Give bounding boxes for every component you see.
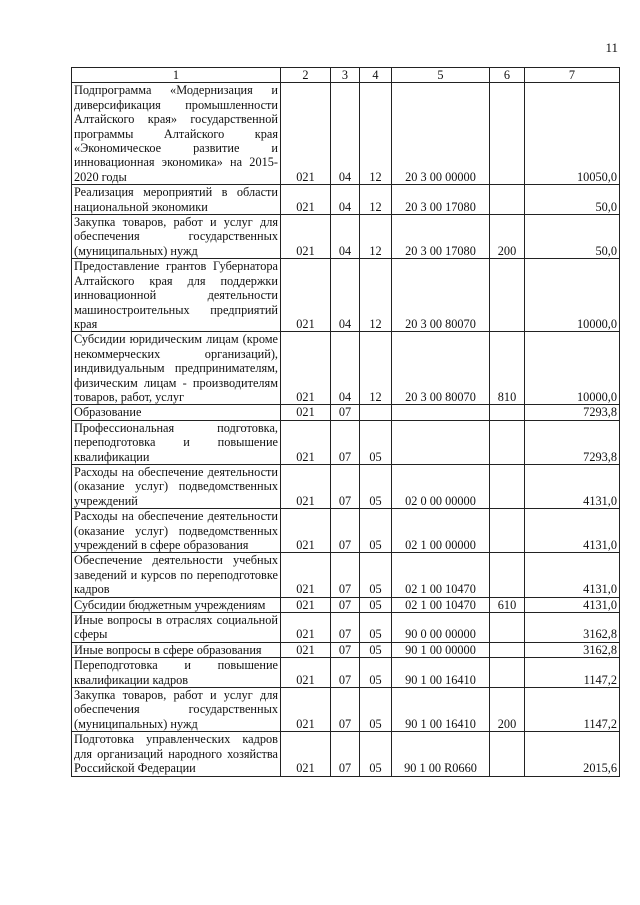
table-row (72, 464, 620, 508)
budget-table (71, 67, 620, 777)
row-col2-cell: 021 (281, 332, 331, 405)
row-col4-cell: 12 (360, 185, 392, 215)
row-col3-cell: 04 (331, 185, 360, 215)
table-row (72, 405, 620, 420)
row-col4-cell: 12 (360, 83, 392, 185)
row-col5-cell: 02 1 00 00000 (392, 509, 490, 553)
row-col2-cell: 021 (281, 732, 331, 776)
row-col6-cell (490, 642, 525, 657)
row-col5-cell: 02 0 00 00000 (392, 464, 490, 508)
row-name-cell: Профессиональная подготовка, переподготовка и повышение квалификации (72, 420, 281, 464)
row-col6-cell (490, 553, 525, 597)
row-name-cell: Закупка товаров, работ и услуг для обеспечения государственных (муниципальных) нужд (72, 215, 281, 259)
column-header-7: 7 (525, 68, 620, 83)
row-name-cell: Закупка товаров, работ и услуг для обеспечения государственных (муниципальных) нужд (72, 688, 281, 732)
row-col7-cell: 4131,0 (525, 464, 620, 508)
row-col3-cell: 04 (331, 83, 360, 185)
row-col5-cell: 02 1 00 10470 (392, 553, 490, 597)
row-col5-cell: 20 3 00 80070 (392, 332, 490, 405)
row-col2-cell: 021 (281, 642, 331, 657)
row-col2-cell: 021 (281, 509, 331, 553)
column-header-6: 6 (490, 68, 525, 83)
row-name-cell: Иные вопросы в сфере образования (72, 642, 281, 657)
row-col4-cell: 05 (360, 642, 392, 657)
row-col3-cell: 07 (331, 732, 360, 776)
table-row (72, 83, 620, 185)
row-col5-cell (392, 405, 490, 420)
row-col7-cell: 4131,0 (525, 509, 620, 553)
row-name-cell: Обеспечение деятельности учебных заведений и курсов по переподготовке кадров (72, 553, 281, 597)
column-header-2: 2 (281, 68, 331, 83)
row-col5-cell: 90 1 00 R0660 (392, 732, 490, 776)
row-col6-cell: 810 (490, 332, 525, 405)
table-row (72, 658, 620, 688)
row-col7-cell: 2015,6 (525, 732, 620, 776)
table-row (72, 259, 620, 332)
row-col7-cell: 7293,8 (525, 405, 620, 420)
table-row (72, 553, 620, 597)
column-header-5: 5 (392, 68, 490, 83)
row-col7-cell: 3162,8 (525, 642, 620, 657)
row-col5-cell: 90 1 00 00000 (392, 642, 490, 657)
row-col4-cell (360, 405, 392, 420)
table-row (72, 732, 620, 776)
row-col3-cell: 07 (331, 553, 360, 597)
row-col3-cell: 04 (331, 259, 360, 332)
row-col2-cell: 021 (281, 215, 331, 259)
row-col6-cell (490, 464, 525, 508)
row-col6-cell (490, 405, 525, 420)
table-row (72, 332, 620, 405)
table-row (72, 420, 620, 464)
row-col2-cell: 021 (281, 405, 331, 420)
row-col6-cell: 200 (490, 688, 525, 732)
row-col5-cell: 90 0 00 00000 (392, 613, 490, 643)
row-col6-cell: 610 (490, 597, 525, 612)
row-col7-cell: 10000,0 (525, 332, 620, 405)
row-col7-cell: 50,0 (525, 185, 620, 215)
row-col4-cell: 05 (360, 553, 392, 597)
row-col3-cell: 07 (331, 613, 360, 643)
column-header-1: 1 (72, 68, 281, 83)
row-col4-cell: 12 (360, 215, 392, 259)
table-row (72, 613, 620, 643)
row-col6-cell (490, 259, 525, 332)
row-col2-cell: 021 (281, 464, 331, 508)
table-row (72, 509, 620, 553)
row-col4-cell: 05 (360, 420, 392, 464)
row-col6-cell (490, 509, 525, 553)
row-col7-cell: 10000,0 (525, 259, 620, 332)
row-col2-cell: 021 (281, 658, 331, 688)
row-name-cell: Реализация мероприятий в области национальной экономики (72, 185, 281, 215)
row-col7-cell: 1147,2 (525, 688, 620, 732)
table-row (72, 642, 620, 657)
row-col4-cell: 05 (360, 597, 392, 612)
row-col3-cell: 07 (331, 597, 360, 612)
row-col2-cell: 021 (281, 613, 331, 643)
row-col3-cell: 07 (331, 464, 360, 508)
row-col3-cell: 07 (331, 658, 360, 688)
row-col2-cell: 021 (281, 597, 331, 612)
row-name-cell: Расходы на обеспечение деятельности (оказание услуг) подведомственных учреждений (72, 464, 281, 508)
row-name-cell: Иные вопросы в отраслях социальной сферы (72, 613, 281, 643)
row-col3-cell: 04 (331, 215, 360, 259)
table-row (72, 185, 620, 215)
row-col5-cell: 90 1 00 16410 (392, 658, 490, 688)
row-col3-cell: 07 (331, 405, 360, 420)
row-col7-cell: 10050,0 (525, 83, 620, 185)
row-col4-cell: 12 (360, 259, 392, 332)
row-col6-cell (490, 420, 525, 464)
row-col4-cell: 05 (360, 464, 392, 508)
row-name-cell: Расходы на обеспечение деятельности (оказание услуг) подведомственных учреждений в сфере образования (72, 509, 281, 553)
row-col5-cell: 20 3 00 17080 (392, 185, 490, 215)
row-name-cell: Переподготовка и повышение квалификации кадров (72, 658, 281, 688)
row-col4-cell: 12 (360, 332, 392, 405)
row-col3-cell: 04 (331, 332, 360, 405)
row-col3-cell: 07 (331, 509, 360, 553)
row-col4-cell: 05 (360, 658, 392, 688)
row-col7-cell: 1147,2 (525, 658, 620, 688)
table-row (72, 597, 620, 612)
row-col2-cell: 021 (281, 553, 331, 597)
row-col6-cell (490, 83, 525, 185)
row-col2-cell: 021 (281, 259, 331, 332)
row-col5-cell (392, 420, 490, 464)
row-name-cell: Образование (72, 405, 281, 420)
row-name-cell: Подпрограмма «Модернизация и диверсификация промышленности Алтайского края» государственной программы Алтайского края «Экономическое развитие и инновационная экономика» на 2015-2020 годы (72, 83, 281, 185)
row-col5-cell: 20 3 00 00000 (392, 83, 490, 185)
table-row (72, 688, 620, 732)
row-col5-cell: 20 3 00 80070 (392, 259, 490, 332)
table-header-row (72, 68, 620, 83)
row-col6-cell: 200 (490, 215, 525, 259)
row-col6-cell (490, 658, 525, 688)
row-col4-cell: 05 (360, 732, 392, 776)
row-col2-cell: 021 (281, 688, 331, 732)
row-name-cell: Предоставление грантов Губернатора Алтайского края для поддержки инновационной деятельности машиностроительных предприятий края (72, 259, 281, 332)
row-col5-cell: 02 1 00 10470 (392, 597, 490, 612)
row-col7-cell: 3162,8 (525, 613, 620, 643)
column-header-3: 3 (331, 68, 360, 83)
row-name-cell: Подготовка управленческих кадров для организаций народного хозяйства Российской Федерации (72, 732, 281, 776)
column-header-4: 4 (360, 68, 392, 83)
row-col6-cell (490, 613, 525, 643)
page-number: 11 (605, 40, 618, 55)
row-col2-cell: 021 (281, 83, 331, 185)
table-row (72, 215, 620, 259)
row-col2-cell: 021 (281, 420, 331, 464)
row-name-cell: Субсидии бюджетным учреждениям (72, 597, 281, 612)
row-col4-cell: 05 (360, 509, 392, 553)
row-col3-cell: 07 (331, 642, 360, 657)
row-col6-cell (490, 732, 525, 776)
row-col7-cell: 4131,0 (525, 597, 620, 612)
row-col2-cell: 021 (281, 185, 331, 215)
row-col4-cell: 05 (360, 613, 392, 643)
row-col5-cell: 90 1 00 16410 (392, 688, 490, 732)
row-col3-cell: 07 (331, 420, 360, 464)
row-col4-cell: 05 (360, 688, 392, 732)
row-col6-cell (490, 185, 525, 215)
row-col5-cell: 20 3 00 17080 (392, 215, 490, 259)
row-col7-cell: 7293,8 (525, 420, 620, 464)
row-col3-cell: 07 (331, 688, 360, 732)
row-col7-cell: 50,0 (525, 215, 620, 259)
row-name-cell: Субсидии юридическим лицам (кроме некоммерческих организаций), индивидуальным предпринимателям, физическим лицам - производителям товаров, работ, услуг (72, 332, 281, 405)
row-col7-cell: 4131,0 (525, 553, 620, 597)
